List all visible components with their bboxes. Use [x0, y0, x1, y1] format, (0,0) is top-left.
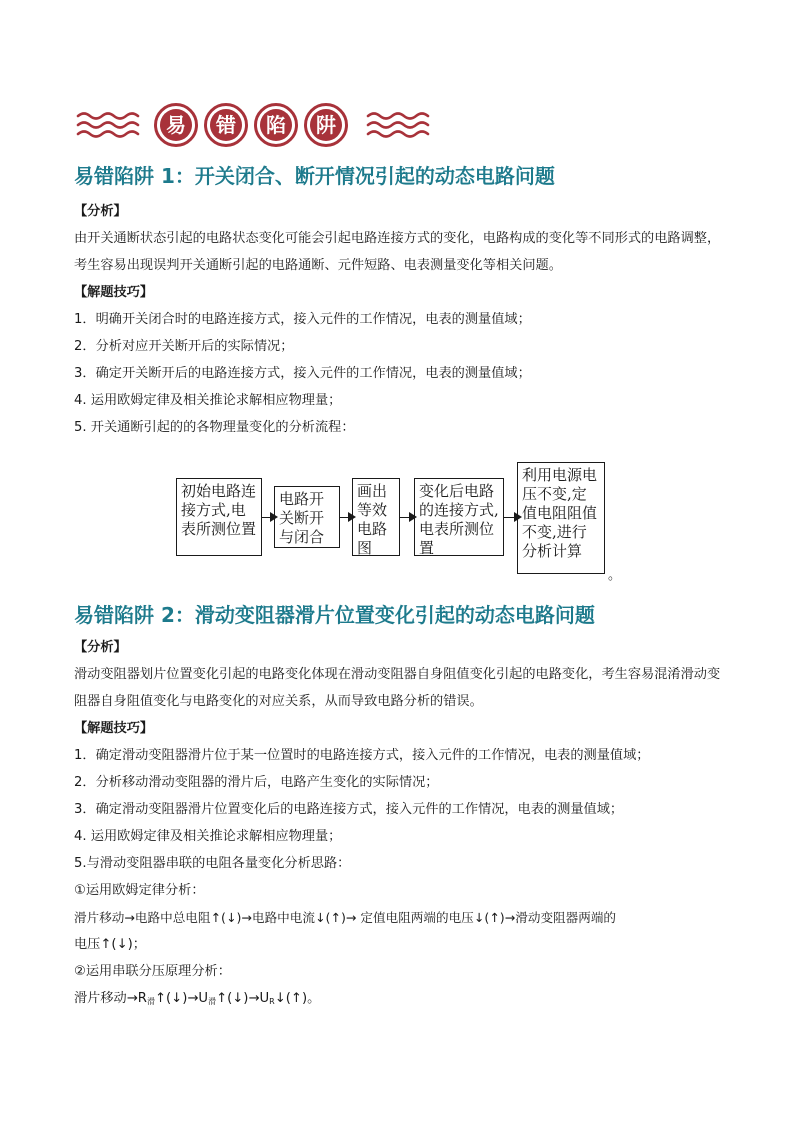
- series-sub: 滑: [146, 997, 155, 1006]
- series-sub: R: [269, 997, 275, 1006]
- flow-end-mark: 。: [608, 568, 622, 583]
- series-part: ↓(↑)。: [274, 991, 321, 1006]
- trap2-tip: 3．确定滑动变阻器滑片位置变化后的电路连接方式，接入元件的工作情况，电表的测量值域；: [74, 802, 624, 817]
- flow-box: 变化后电路的连接方式,电表所测位置: [414, 478, 504, 556]
- series-line: [74, 985, 320, 1015]
- flow-chart: [176, 460, 622, 583]
- trap2-analysis-text: 滑动变阻器划片位置变化引起的电路变化体现在滑动变阻器自身阻值变化引起的电路变化，考生容易混淆滑动变阻器自身阻值变化与电路变化的对应关系，从而导致电路分析的错误。: [74, 667, 721, 709]
- banner-circle: [254, 103, 298, 147]
- series-title: ②运用串联分压原理分析：: [74, 964, 231, 979]
- banner-char: 陷: [260, 109, 292, 141]
- flow-box: 利用电源电压不变,定值电阻阻值不变,进行分析计算: [517, 462, 605, 574]
- banner-circle: [154, 103, 198, 147]
- ohm-title: ①运用欧姆定律分析：: [74, 883, 205, 898]
- trap1-title: 易错陷阱 1：开关闭合、断开情况引起的动态电路问题: [74, 164, 555, 188]
- series-sub: 滑: [208, 997, 217, 1006]
- trap1-tips-tag: 【解题技巧】: [74, 285, 154, 300]
- series-part: 滑片移动→R: [74, 991, 147, 1006]
- trap1-tip: 4. 运用欧姆定律及相关推论求解相应物理量；: [74, 393, 342, 408]
- banner-char: 错: [210, 109, 242, 141]
- ohm-line: 滑片移动→电路中总电阻↑(↓)→电路中电流↓(↑)→ 定值电阻两端的电压↓(↑)→滑动变阻器两端的: [74, 910, 617, 925]
- series-part: ↑(↓)→U: [154, 991, 209, 1006]
- trap2-tip: 4. 运用欧姆定律及相关推论求解相应物理量；: [74, 829, 342, 844]
- trap1-tip: 5. 开关通断引起的的各物理量变化的分析流程：: [74, 420, 355, 435]
- trap1-analysis-text: 由开关通断状态引起的电路状态变化可能会引起电路连接方式的变化，电路构成的变化等不同形式的电路调整，考生容易出现误判开关通断引起的电路通断、元件短路、电表测量变化等相关问题。: [74, 231, 721, 273]
- trap2-analysis-tag: 【分析】: [74, 640, 127, 655]
- trap1-analysis-tag: 【分析】: [74, 204, 127, 219]
- trap2-tip: 5.与滑动变阻器串联的电阻各量变化分析思路：: [74, 856, 351, 871]
- banner-char: 易: [160, 109, 192, 141]
- ohm-line: 电压↑(↓)；: [74, 937, 146, 952]
- section-banner: [74, 100, 436, 154]
- trap1-tip: 1．明确开关闭合时的电路连接方式，接入元件的工作情况，电表的测量值域；: [74, 312, 531, 327]
- trap2-tip: 1．确定滑动变阻器滑片位于某一位置时的电路连接方式，接入元件的工作情况，电表的测量值域；: [74, 748, 650, 763]
- trap2-tip: 2．分析移动滑动变阻器的滑片后，电路产生变化的实际情况；: [74, 775, 439, 790]
- flow-box: 电路开关断开与闭合: [274, 486, 340, 548]
- banner-circle: [304, 103, 348, 147]
- trap2-title: 易错陷阱 2：滑动变阻器滑片位置变化引起的动态电路问题: [74, 603, 595, 627]
- flow-box: 初始电路连接方式,电表所测位置: [176, 478, 262, 556]
- trap1-tip: 2．分析对应开关断开后的实际情况；: [74, 339, 294, 354]
- banner-char: 阱: [310, 109, 342, 141]
- trap2-tips-tag: 【解题技巧】: [74, 721, 154, 736]
- banner-circle: [204, 103, 248, 147]
- trap1-tip: 3．确定开关断开后的电路连接方式，接入元件的工作情况，电表的测量值域；: [74, 366, 531, 381]
- flow-box: 画出等效电路图: [352, 478, 400, 556]
- series-part: ↑(↓)→U: [216, 991, 270, 1006]
